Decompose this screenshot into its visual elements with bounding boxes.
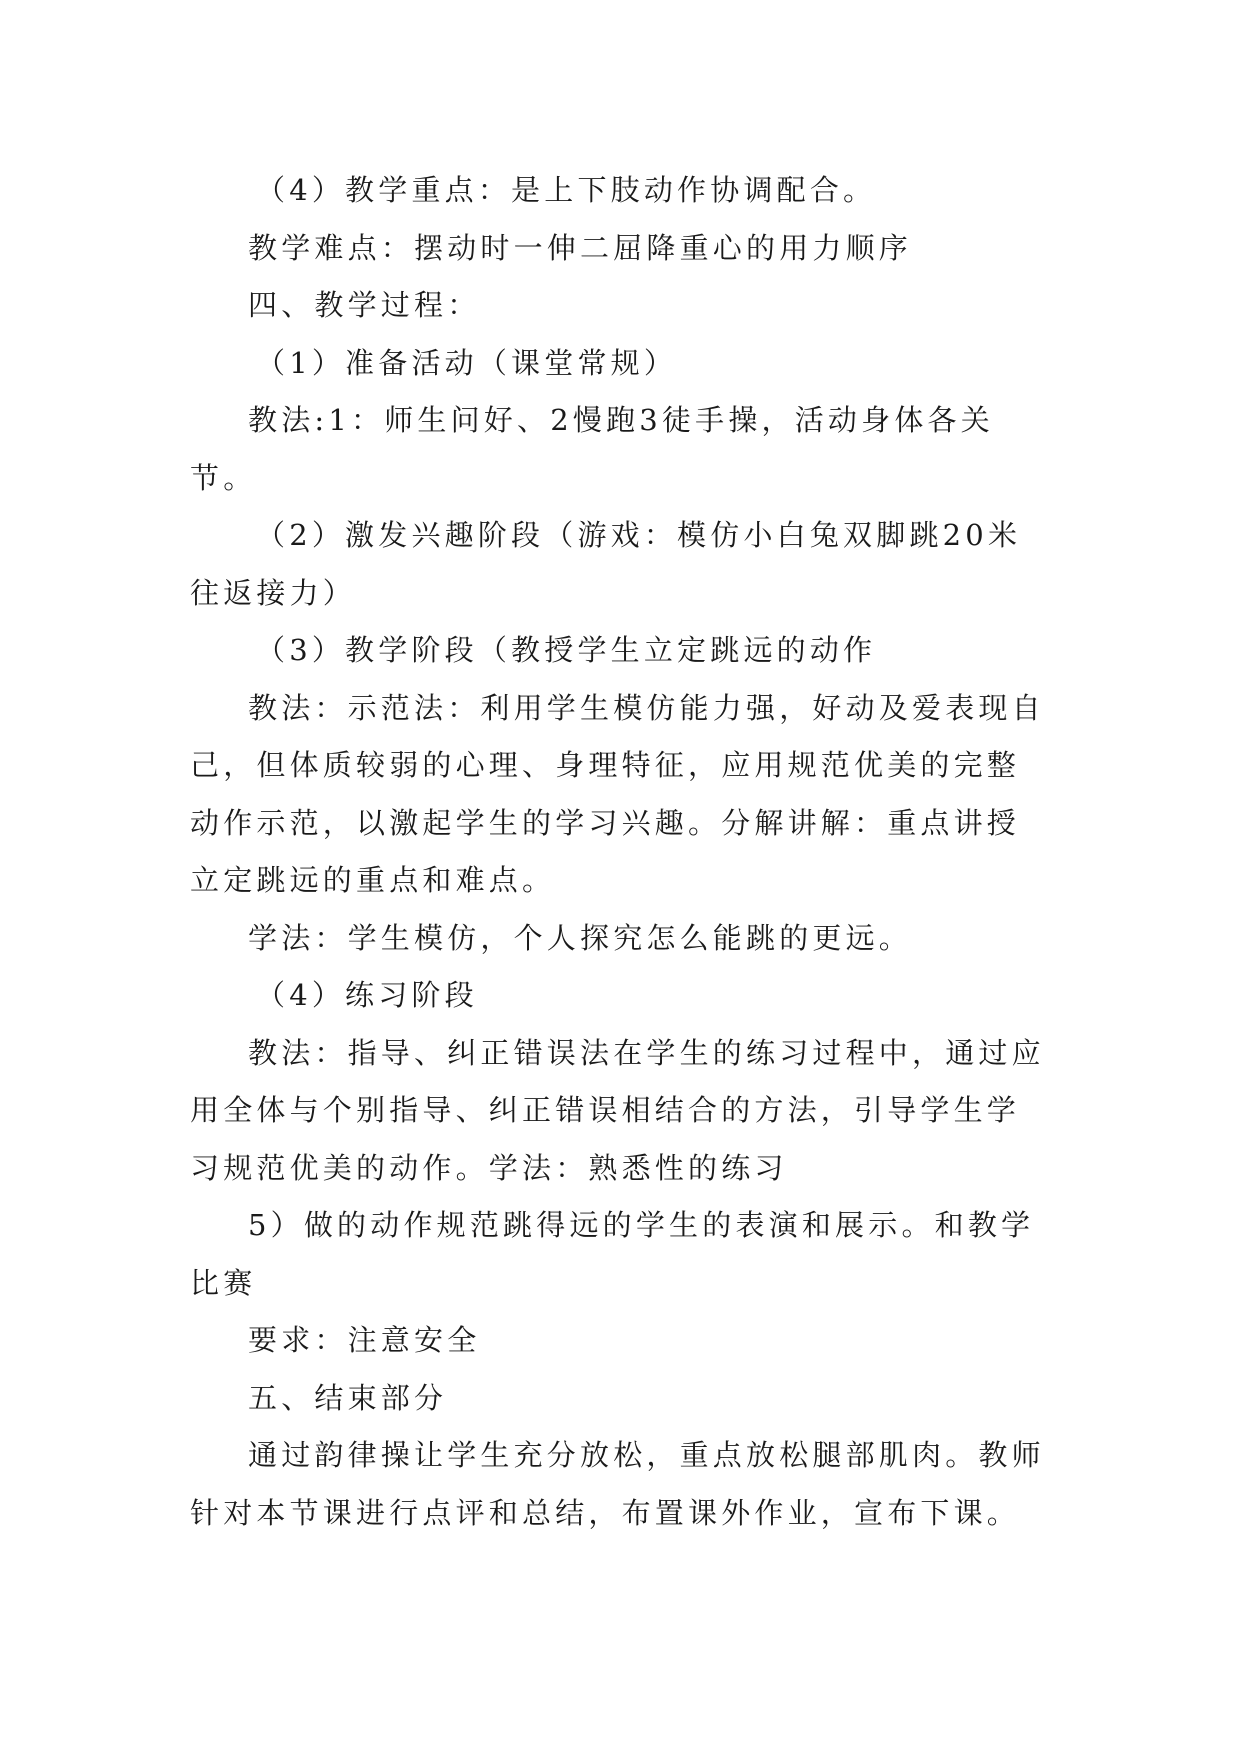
paragraph-interest-stage: （2）激发兴趣阶段（游戏：模仿小白兔双脚跳20米往返接力） <box>190 518 1022 610</box>
paragraph-warmup-method: 教法:1：师生问好、2慢跑3徒手操，活动身体各关节。 <box>190 403 994 495</box>
paragraph-teaching-method: 教法：示范法：利用学生模仿能力强，好动及爱表现自己，但体质较弱的心理、身理特征，应用规范优美的完整动作示范，以激起学生的学习兴趣。分解讲解：重点讲授立定跳远的重点和难点。 <box>190 690 1045 897</box>
paragraph-teaching-difficulty: 教学难点：摆动时一伸二屈降重心的用力顺序 <box>248 230 913 265</box>
paragraph-ending: 通过韵律操让学生充分放松，重点放松腿部肌肉。教师针对本节课进行点评和总结，布置课外作业，宣布下课。 <box>190 1438 1045 1530</box>
document-body <box>190 162 1050 1542</box>
paragraph-warmup: （1）准备活动（课堂常规） <box>256 345 678 380</box>
paragraph-practice-method: 教法：指导、纠正错误法在学生的练习过程中，通过应用全体与个别指导、纠正错误相结合的方法，引导学生学习规范优美的动作。学法：熟悉性的练习 <box>190 1035 1045 1185</box>
paragraph-teaching-focus: （4）教学重点：是上下肢动作协调配合。 <box>256 173 877 207</box>
section-heading-ending: 五、结束部分 <box>248 1380 448 1415</box>
paragraph-demonstration: 5）做的动作规范跳得远的学生的表演和展示。和教学比赛 <box>190 1208 1035 1300</box>
paragraph-practice-stage: （4）练习阶段 <box>256 978 478 1012</box>
paragraph-teaching-stage: （3）教学阶段（教授学生立定跳远的动作 <box>256 633 877 667</box>
paragraph-requirement: 要求：注意安全 <box>248 1323 481 1357</box>
paragraph-learning-method: 学法：学生模仿，个人探究怎么能跳的更远。 <box>248 920 913 955</box>
section-heading-teaching-process: 四、教学过程： <box>248 288 481 322</box>
